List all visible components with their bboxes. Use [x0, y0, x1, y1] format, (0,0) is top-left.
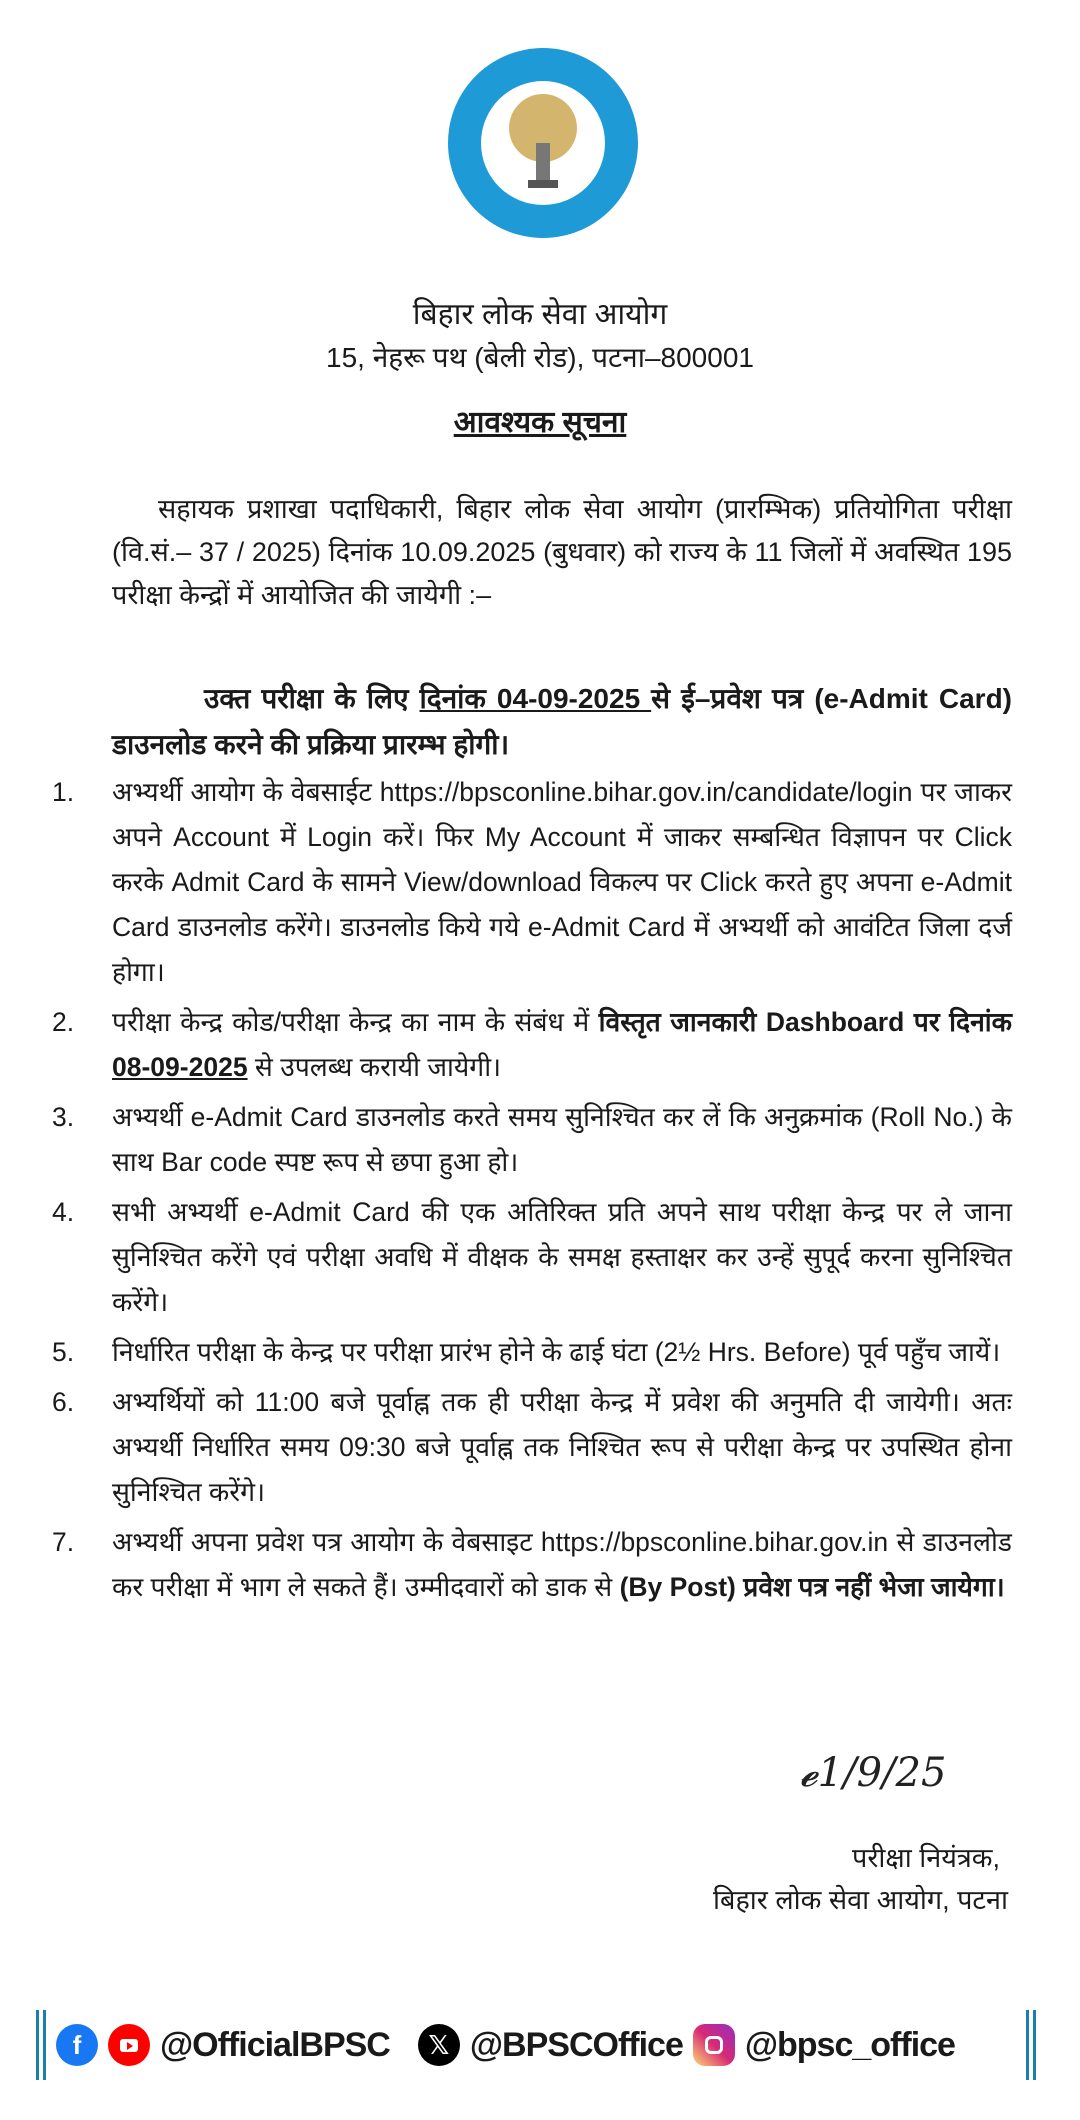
item-number: 6.: [52, 1387, 75, 1417]
signature-date: 1/9/25: [817, 1750, 947, 1796]
handwritten-signature: 𝓮1/9/25: [800, 1750, 947, 1796]
divider: [36, 2010, 46, 2080]
divider: [1026, 2010, 1036, 2080]
highlight-paragraph: [112, 676, 1012, 768]
list-item: [52, 1520, 1012, 1610]
item-text: [112, 1520, 1012, 1610]
item-bold: (By Post) प्रवेश पत्र नहीं भेजा जायेगा।: [619, 1572, 1005, 1602]
instructions-list: [52, 770, 1012, 1615]
list-item: [52, 1000, 1012, 1090]
item-number: 3.: [52, 1102, 75, 1132]
list-item: [52, 770, 1012, 995]
item-text: निर्धारित परीक्षा के केन्द्र पर परीक्षा प्रारंभ होने के ढाई घंटा (2½ Hrs. Before) पूर्व पहुँच जायें।: [112, 1337, 1001, 1367]
item-number: 5.: [52, 1337, 75, 1367]
signatory-designation: परीक्षा नियंत्रक,: [851, 1843, 1000, 1873]
list-item: [52, 1190, 1012, 1325]
item-text: अभ्यर्थी आयोग के वेबसाईट https://bpsconline.bihar.gov.in/candidate/login पर जाकर अपने Account में Login करें। फिर My Account में जाकर सम्बन्धित विज्ञापन पर Click करके Admit Card के सामने View/download विकल्प पर Click करते हुए अपना e-Admit Card डाउनलोड करेंगे। डाउनलोड किये गये e-Admit Card में अभ्यर्थी को आवंटित जिला दर्ज होगा।: [112, 777, 1012, 987]
org-address: 15, नेहरू पथ (बेली रोड), पटना–800001: [326, 342, 754, 373]
item-number: 4.: [52, 1197, 75, 1227]
list-item: [52, 1380, 1012, 1515]
highlight-pre: उक्त परीक्षा के लिए: [204, 683, 420, 714]
item-pre: परीक्षा केन्द्र कोड/परीक्षा केन्द्र का नाम के संबंध में: [112, 1007, 599, 1037]
item-text: अभ्यर्थियों को 11:00 बजे पूर्वाह्न तक ही परीक्षा केन्द्र में प्रवेश की अनुमति दी जायेगी। अतः अभ्यर्थी निर्धारित समय 09:30 बजे पूर्वाह्न तक निश्चित रूप से परीक्षा केन्द्र पर उपस्थित होना सुनिश्चित करेंगे।: [112, 1387, 1012, 1507]
x-icon[interactable]: 𝕏: [418, 2024, 460, 2066]
notice-title: आवश्यक सूचना: [453, 406, 627, 439]
highlight-post: से ई–प्रवेश पत्र (e-Admit Card) डाउनलोड करने की प्रक्रिया प्रारम्भ होगी।: [112, 683, 1012, 760]
item-bold: विस्तृत जानकारी Dashboard पर दिनांक: [598, 1007, 1012, 1037]
item-text: अभ्यर्थी e-Admit Card डाउनलोड करते समय सुनिश्चित कर लें कि अनुक्रमांक (Roll No.) के साथ Bar code स्पष्ट रूप से छपा हुआ हो।: [112, 1102, 1012, 1177]
org-name: बिहार लोक सेवा आयोग: [412, 298, 668, 331]
official-bpsc-handle[interactable]: @OfficialBPSC: [160, 2025, 390, 2064]
youtube-icon[interactable]: [108, 2024, 150, 2066]
item-text: सभी अभ्यर्थी e-Admit Card की एक अतिरिक्त प्रति अपने साथ परीक्षा केन्द्र पर ले जाना सुनिश्चित करेंगे एवं परीक्षा अवधि में वीक्षक के समक्ष हस्ताक्षर कर उन्हें सुपूर्द करना सुनिश्चित करेंगे।: [112, 1197, 1012, 1317]
list-item: [52, 1095, 1012, 1185]
social-footer: [36, 2005, 1036, 2085]
item-number: 7.: [52, 1527, 75, 1557]
item-text: [112, 1000, 1012, 1090]
item-post: से उपलब्ध करायी जायेगी।: [247, 1052, 502, 1082]
x-handle[interactable]: @BPSCOffice: [469, 2025, 683, 2064]
list-item: [52, 1330, 1012, 1375]
instagram-icon[interactable]: [693, 2024, 735, 2066]
intro-paragraph: सहायक प्रशाखा पदाधिकारी, बिहार लोक सेवा आयोग (प्रारम्भिक) प्रतियोगिता परीक्षा (वि.सं.– 37 / 2025) दिनांक 10.09.2025 (बुधवार) को राज्य के 11 जिलों में अवस्थित 195 परीक्षा केन्द्रों में आयोजित की जायेगी :–: [112, 494, 1012, 610]
instagram-handle[interactable]: @bpsc_office: [744, 2025, 955, 2064]
dashboard-date: 08-09-2025: [112, 1052, 248, 1082]
facebook-icon[interactable]: f: [56, 2024, 98, 2066]
signatory-org: बिहार लोक सेवा आयोग, पटना: [713, 1885, 1008, 1915]
item-pre: अभ्यर्थी अपना प्रवेश पत्र आयोग के वेबसाइट https://bpsconline.bihar.gov.in से डाउनलोड कर परीक्षा में भाग ले सकते हैं। उम्मीदवारों को डाक से: [112, 1527, 1012, 1602]
bpsc-logo: [448, 48, 638, 238]
item-number: 1.: [52, 777, 75, 807]
item-number: 2.: [52, 1007, 75, 1037]
admit-card-date: दिनांक 04-09-2025: [419, 683, 652, 714]
